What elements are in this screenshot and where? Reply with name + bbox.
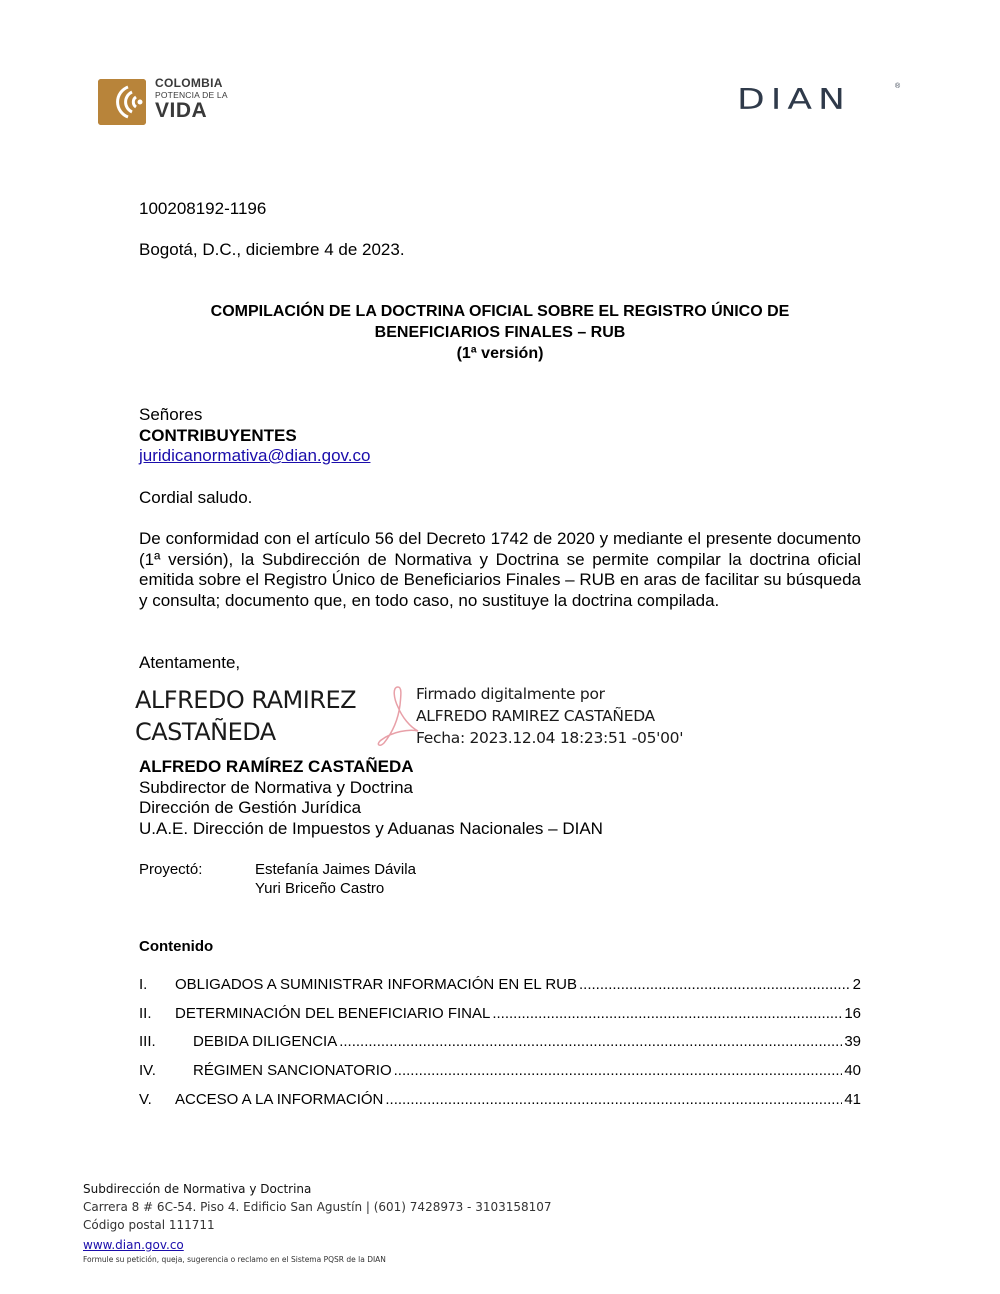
colombia-logo-line1: COLOMBIA <box>155 76 223 90</box>
toc-leader-dots <box>579 976 851 993</box>
toc-item-text: DEBIDA DILIGENCIA <box>193 1033 338 1051</box>
signature-date: Fecha: 2023.12.04 18:23:51 -05'00' <box>416 729 684 747</box>
toc-item-text: ACCESO A LA INFORMACIÓN <box>175 1090 384 1108</box>
toc-leader-dots <box>385 1091 842 1108</box>
footer-pqsr-note: Formule su petición, queja, sugerencia o reclamo en el Sistema PQSR de la DIAN <box>83 1255 386 1264</box>
project-names <box>255 860 416 898</box>
toc-item[interactable] <box>139 1062 861 1091</box>
page-footer <box>83 1180 552 1266</box>
greeting: Cordial saludo. <box>139 488 253 507</box>
signature-name-line-2: CASTAÑEDA <box>135 718 276 746</box>
document-reference: 100208192-1196 <box>139 199 267 218</box>
toc-item-page: 2 <box>852 976 861 993</box>
digital-signature-name <box>135 684 356 748</box>
footer-postal-code: Código postal 111711 <box>83 1218 215 1232</box>
footer-address: Carrera 8 # 6C-54. Piso 4. Edificio San Agustín | (601) 7428973 - 3103158107 <box>83 1200 552 1214</box>
colombia-logo-line3: VIDA <box>155 99 208 122</box>
signer-department: Dirección de Gestión Jurídica <box>139 798 362 817</box>
toc-item-text: RÉGIMEN SANCIONATORIO <box>193 1062 392 1080</box>
toc-item[interactable] <box>139 1091 861 1120</box>
colombia-logo-icon <box>98 79 146 125</box>
table-of-contents <box>139 976 861 1119</box>
document-title <box>139 301 861 364</box>
toc-item-text: OBLIGADOS A SUMINISTRAR INFORMACIÓN EN EL RUB <box>175 976 578 993</box>
recipient-salutation: Señores <box>139 405 203 424</box>
toc-item[interactable] <box>139 976 861 1005</box>
title-line-1: COMPILACIÓN DE LA DOCTRINA OFICIAL SOBRE EL REGISTRO ÚNICO DE <box>210 303 790 320</box>
toc-item-page: 41 <box>844 1090 861 1108</box>
signer-name: ALFREDO RAMÍREZ CASTAÑEDA <box>139 757 414 776</box>
toc-item-number: IV. <box>139 1062 156 1080</box>
project-name-1: Estefanía Jaimes Dávila <box>255 861 416 878</box>
toc-item-text: DETERMINACIÓN DEL BENEFICIARIO FINAL <box>175 1004 491 1022</box>
recipient-name: CONTRIBUYENTES <box>139 425 297 445</box>
toc-leader-dots <box>492 1005 842 1022</box>
toc-item-number: I. <box>139 976 148 993</box>
digital-signature-details <box>416 683 683 749</box>
toc-item-number: V. <box>139 1090 152 1108</box>
title-line-2: BENEFICIARIOS FINALES – RUB <box>374 324 626 341</box>
signature-name-line-1: ALFREDO RAMIREZ <box>135 686 357 714</box>
closing: Atentamente, <box>139 653 241 672</box>
toc-item-number: III. <box>139 1033 156 1051</box>
colombia-logo-line2: POTENCIA DE LA <box>155 90 228 100</box>
toc-item[interactable] <box>139 1005 861 1034</box>
signer-organization: U.A.E. Dirección de Impuestos y Aduanas Nacionales – DIAN <box>139 818 603 838</box>
document-date: Bogotá, D.C., diciembre 4 de 2023. <box>139 240 405 259</box>
recipient-email-link[interactable]: juridicanormativa@dian.gov.co <box>139 446 371 465</box>
colombia-potencia-de-la-vida-logo <box>98 77 233 127</box>
toc-item-page: 39 <box>844 1033 861 1051</box>
dian-registered-mark: ® <box>895 83 901 90</box>
signature-signer: ALFREDO RAMIREZ CASTAÑEDA <box>416 707 655 725</box>
toc-item-page: 40 <box>844 1062 861 1080</box>
dian-logo: DIAN <box>737 84 851 116</box>
footer-website-link[interactable]: www.dian.gov.co <box>83 1238 184 1252</box>
project-name-2: Yuri Briceño Castro <box>255 880 385 897</box>
footer-office: Subdirección de Normativa y Doctrina <box>83 1182 312 1196</box>
toc-item-page: 16 <box>844 1004 861 1022</box>
toc-item-number: II. <box>139 1004 152 1022</box>
toc-item[interactable] <box>139 1033 861 1062</box>
signature-label: Firmado digitalmente por <box>416 685 605 703</box>
toc-leader-dots <box>394 1062 843 1079</box>
toc-leader-dots <box>339 1033 842 1050</box>
contents-heading: Contenido <box>139 938 214 955</box>
signer-position: Subdirector de Normativa y Doctrina <box>139 777 414 797</box>
project-label: Proyectó: <box>139 861 203 878</box>
recipient-block <box>139 405 370 467</box>
body-paragraph: De conformidad con el artículo 56 del Decreto 1742 de 2020 y mediante el presente documento (1ª versión), la Subdirección de Normativa y Doctrina se permite compilar la doctrina oficial emitida sobre el Registro Único de Beneficiarios Finales – RUB en aras de facilitar su búsqueda y consulta; documento que, en todo caso, no sustituye la doctrina compilada. <box>139 529 861 610</box>
title-line-3: (1ª versión) <box>456 345 544 362</box>
signer-block <box>139 757 603 839</box>
